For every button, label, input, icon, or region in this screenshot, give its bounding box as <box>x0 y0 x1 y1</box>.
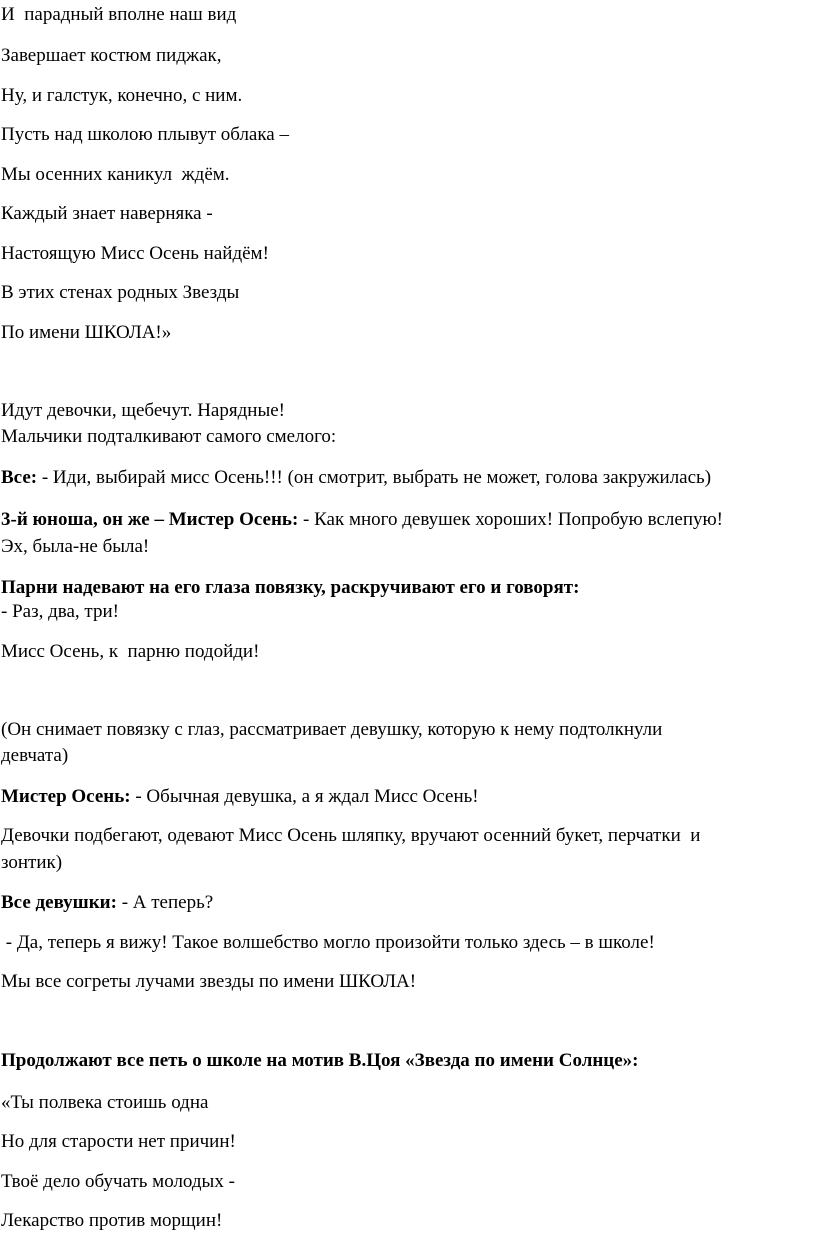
speaker-youth: 3-й юноша, он же – Мистер Осень: <box>1 509 299 530</box>
song-line-2: Но для старости нет причин! <box>1 1131 236 1152</box>
girls-remark-text: - А теперь? <box>116 892 214 913</box>
poem-line-3: Ну, и галстук, конечно, с ним. <box>1 85 243 106</box>
mister-remark <box>1 786 479 808</box>
poem-line-5: Мы осенних каникул ждём. <box>1 164 230 185</box>
reply-line: - Да, теперь я вижу! Такое волшебство могло произойти только здесь – в школе! <box>1 932 655 953</box>
scene2-line-2: девчата) <box>1 745 69 766</box>
boys-count-line: - Раз, два, три! <box>1 601 119 622</box>
poem-line-2: Завершает костюм пиджак, <box>1 45 222 66</box>
song-line-3: Твоё дело обучать молодых - <box>1 1171 235 1192</box>
speaker-all: Все: <box>1 467 38 488</box>
all-remark-text: - Иди, выбирай мисс Осень!!! (он смотрит, выбрать не может, голова закружилась) <box>37 467 712 488</box>
poem-line-6: Каждый знает наверняка - <box>1 203 213 224</box>
girls-action-line-2: зонтик) <box>1 852 63 873</box>
youth-remark-text: - Как много девушек хороших! Попробую вслепую! <box>298 509 724 530</box>
youth-remark <box>1 509 723 531</box>
youth-remark-continuation: Эх, была-не была! <box>1 536 150 557</box>
song-line-1: «Ты полвека стоишь одна <box>1 1092 209 1113</box>
warmed-line: Мы все согреты лучами звезды по имени ШКОЛА! <box>1 971 417 992</box>
mister-remark-text: - Обычная девушка, а я ждал Мисс Осень! <box>130 786 479 807</box>
poem-line-9: По имени ШКОЛА!» <box>1 322 172 343</box>
all-remark <box>1 467 711 489</box>
scene-girls-line: Идут девочки, щебечут. Нарядные! <box>1 400 285 421</box>
girls-action-line-1: Девочки подбегают, одевают Мисс Осень шляпку, вручают осенний букет, перчатки и <box>1 825 701 846</box>
poem-line-8: В этих стенах родных Звезды <box>1 282 240 303</box>
song-direction-text: Продолжают все петь о школе на мотив В.Цоя «Звезда по имени Солнце»: <box>1 1050 639 1071</box>
scene2-line-1: (Он снимает повязку с глаз, рассматривает девушку, которую к нему подтолкнули <box>1 719 663 740</box>
speaker-mister: Мистер Осень: <box>1 786 131 807</box>
song-stage-direction <box>1 1050 639 1072</box>
boys-call-line: Мисс Осень, к парню подойди! <box>1 641 260 662</box>
boys-direction-text: Парни надевают на его глаза повязку, раскручивают его и говорят: <box>1 577 580 598</box>
girls-remark <box>1 892 213 914</box>
poem-line-1: И парадный вполне наш вид <box>1 4 237 25</box>
boys-stage-direction <box>1 577 579 599</box>
scene-boys-line: Мальчики подталкивают самого смелого: <box>1 426 337 447</box>
poem-line-4: Пусть над школою плывут облака – <box>1 124 289 145</box>
poem-line-7: Настоящую Мисс Осень найдём! <box>1 243 269 264</box>
song-line-4: Лекарство против морщин! <box>1 1210 223 1231</box>
speaker-girls: Все девушки: <box>1 892 117 913</box>
